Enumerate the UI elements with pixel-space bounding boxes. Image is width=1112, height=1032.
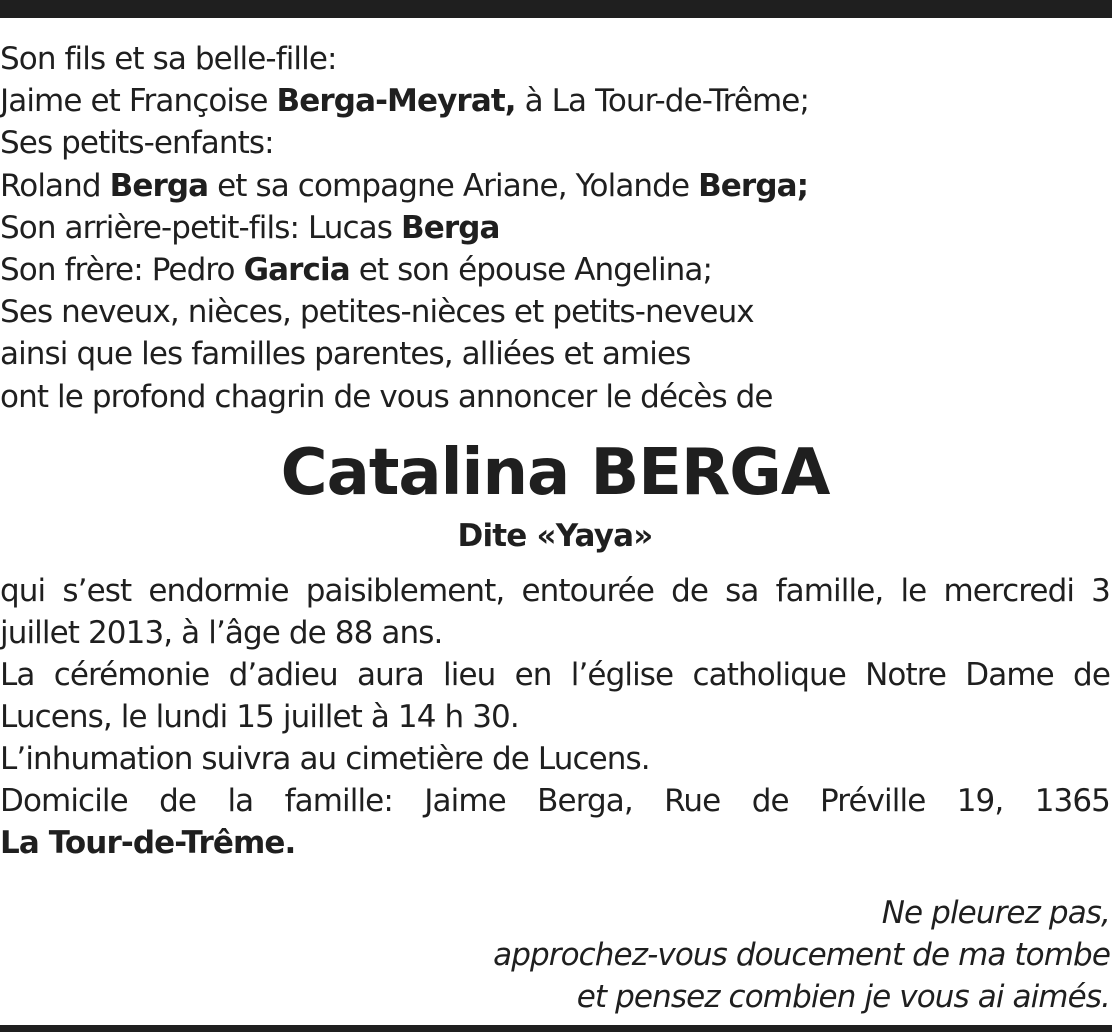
top-rule <box>0 0 1112 18</box>
surname: Garcia <box>243 252 350 289</box>
family-list <box>0 38 1110 418</box>
closing-poem <box>0 892 1110 1018</box>
surname: Berga <box>400 209 500 246</box>
family-line-text: Son fils et sa belle-fille: <box>0 41 337 77</box>
surname: Berga-Meyrat, <box>276 83 516 120</box>
family-line-text: Ses petits-enfants: <box>0 125 274 162</box>
family-line-son-names <box>0 80 1110 122</box>
family-line-text: et sa compagne Ariane, Yolande <box>208 167 699 204</box>
deceased-name: Catalina BERGA <box>280 435 830 510</box>
details-family-address <box>0 780 1110 864</box>
family-line-text: Son frère: Pedro <box>0 252 244 289</box>
poem-line: approchez-vous doucement de ma tombe <box>493 936 1110 973</box>
family-line-grandchildren <box>0 122 1110 164</box>
family-line-relatives <box>0 333 1110 375</box>
address-text: Domicile de la famille: Jaime Berga, Rue de Préville 19, 1365 <box>0 782 1110 819</box>
poem-line: Ne pleurez pas, <box>881 894 1110 931</box>
family-line-grandchildren-names <box>0 165 1110 207</box>
family-line-great-grandson <box>0 207 1110 249</box>
family-line-text: Ses neveux, nièces, petites-nièces et petits-neveux <box>0 294 754 331</box>
family-line-brother <box>0 249 1110 291</box>
family-line-text: Son arrière-petit-fils: Lucas <box>0 209 401 246</box>
family-line-nephews <box>0 291 1110 333</box>
family-line-son <box>0 38 1110 80</box>
details-burial: L’inhumation suivra au cimetière de Lucens. <box>0 740 650 777</box>
bottom-rule <box>0 1025 1112 1032</box>
family-line-text: et son épouse Angelina; <box>349 252 713 289</box>
death-notice <box>0 38 1110 1018</box>
deceased-nickname: Dite «Yaya» <box>457 517 653 554</box>
family-line-text: Jaime et Françoise <box>0 83 277 120</box>
surname: Berga; <box>698 167 809 204</box>
family-line-text: ont le profond chagrin de vous annoncer le décès de <box>0 378 773 415</box>
details-death-date: qui s’est endormie paisiblement, entourée de sa famille, le mercredi 3 juillet 2013, à l’âge de 88 ans. <box>0 572 1110 651</box>
address-town: La Tour-de-Trême. <box>0 824 296 861</box>
surname: Berga <box>109 167 209 204</box>
family-line-text: ainsi que les familles parentes, alliées et amies <box>0 336 691 373</box>
details-ceremony: La cérémonie d’adieu aura lieu en l’église catholique Notre Dame de Lucens, le lundi 15 juillet à 14 h 30. <box>0 656 1110 735</box>
family-line-announcement <box>0 376 1110 418</box>
family-line-text: à La Tour-de-Trême; <box>515 83 810 120</box>
poem-line: et pensez combien je vous ai aimés. <box>576 978 1110 1015</box>
family-line-text: Roland <box>0 167 110 204</box>
notice-details <box>0 570 1110 864</box>
